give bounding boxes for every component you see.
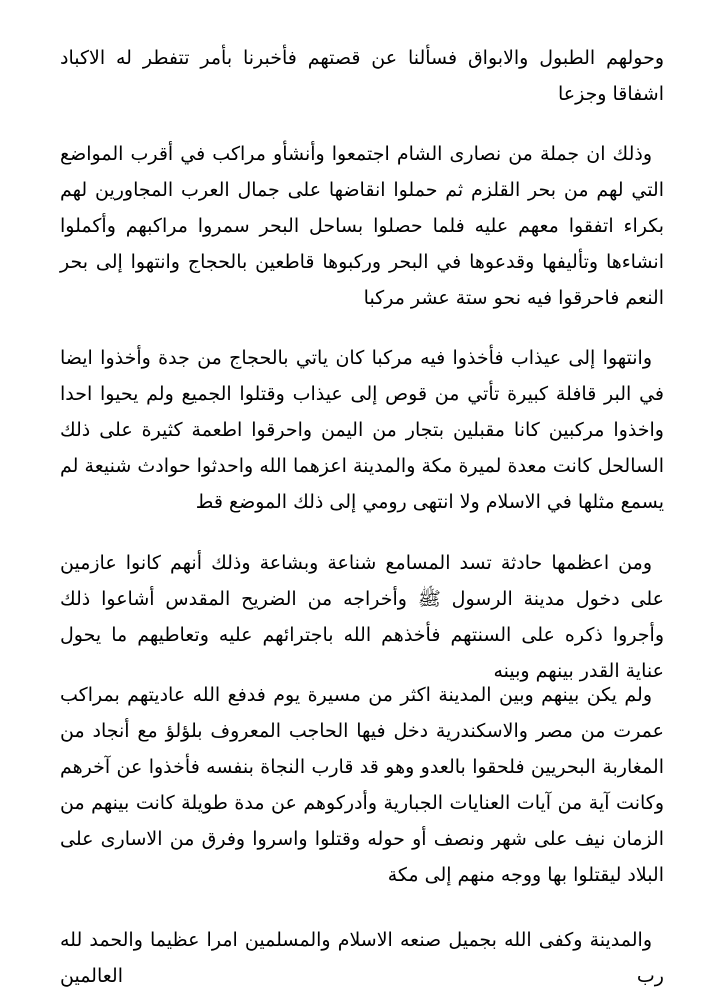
paragraph-4: ومن اعظمها حادثة تسد المسامع شناعة وبشاعة وذلك أنهم كانوا عازمين على دخول مدينة الرسول ﷺ وأخراجه من الضريح المقدس أشاعوا ذلك وأجروا ذكره على السنتهم فأخذهم الله باجترائهم عليه وتعاطيهم ما يحول عناية القدر بينهم وبينه — [60, 552, 664, 682]
paragraph-6: والمدينة وكفى الله بجميل صنعه الاسلام والمسلمين امرا عظيما والحمد لله رب العالمين — [60, 929, 664, 987]
paragraph-2: وذلك ان جملة من نصارى الشام اجتمعوا وأنشأو مراكب في أقرب المواضع التي لهم من بحر القلزم ثم حملوا انقاضها على جمال العرب المجاورين لهم بكراء اتفقوا معهم عليه فلما حصلوا بساحل البحر سمروا مراكبهم وأكملوا انشاءها وتأليفها وقدعوها في البحر وركبوها قاطعين بالحجاج وانتهوا إلى بحر النعم فاحرقوا فيه نحو ستة عشر مركبا — [60, 143, 664, 309]
paragraph-1: وحولهم الطبول والابواق فسألنا عن قصتهم فأخبرنا بأمر تتفطر له الاكباد اشفاقا وجزعا — [60, 47, 664, 105]
paragraph-5: ولم يكن بينهم وبين المدينة اكثر من مسيرة يوم فدفع الله عاديتهم بمراكب عمرت من مصر والاسكندرية دخل فيها الحاجب المعروف بلؤلؤ مع أنجاد من المغاربة البحريين فلحقوا بالعدو وهو قد قارب النجاة بنفسه فأخذوا عن آخرهم وكانت آية من آيات العنايات الجبارية وأدركوهم عن مدة طويلة كانت بينهم من الزمان نيف على شهر ونصف أو حوله وقتلوا واسروا وفرق من الاسارى على البلاد ليقتلوا بها ووجه منهم إلى مكة — [60, 684, 664, 886]
paragraph-3: وانتهوا إلى عيذاب فأخذوا فيه مركبا كان ياتي بالحجاج من جدة وأخذوا ايضا في البر قافلة كبيرة تأتي من قوص إلى عيذاب وقتلوا الجميع ولم يحيوا احدا واخذوا مركبين كانا مقبلين بتجار من اليمن واحرقوا اطعمة كثيرة على ذلك السالحل كانت معدة لميرة مكة والمدينة اعزهما الله واحدثوا حوادث شنيعة لم يسمع مثلها في الاسلام ولا انتهى رومي إلى ذلك الموضع قط — [60, 347, 664, 513]
